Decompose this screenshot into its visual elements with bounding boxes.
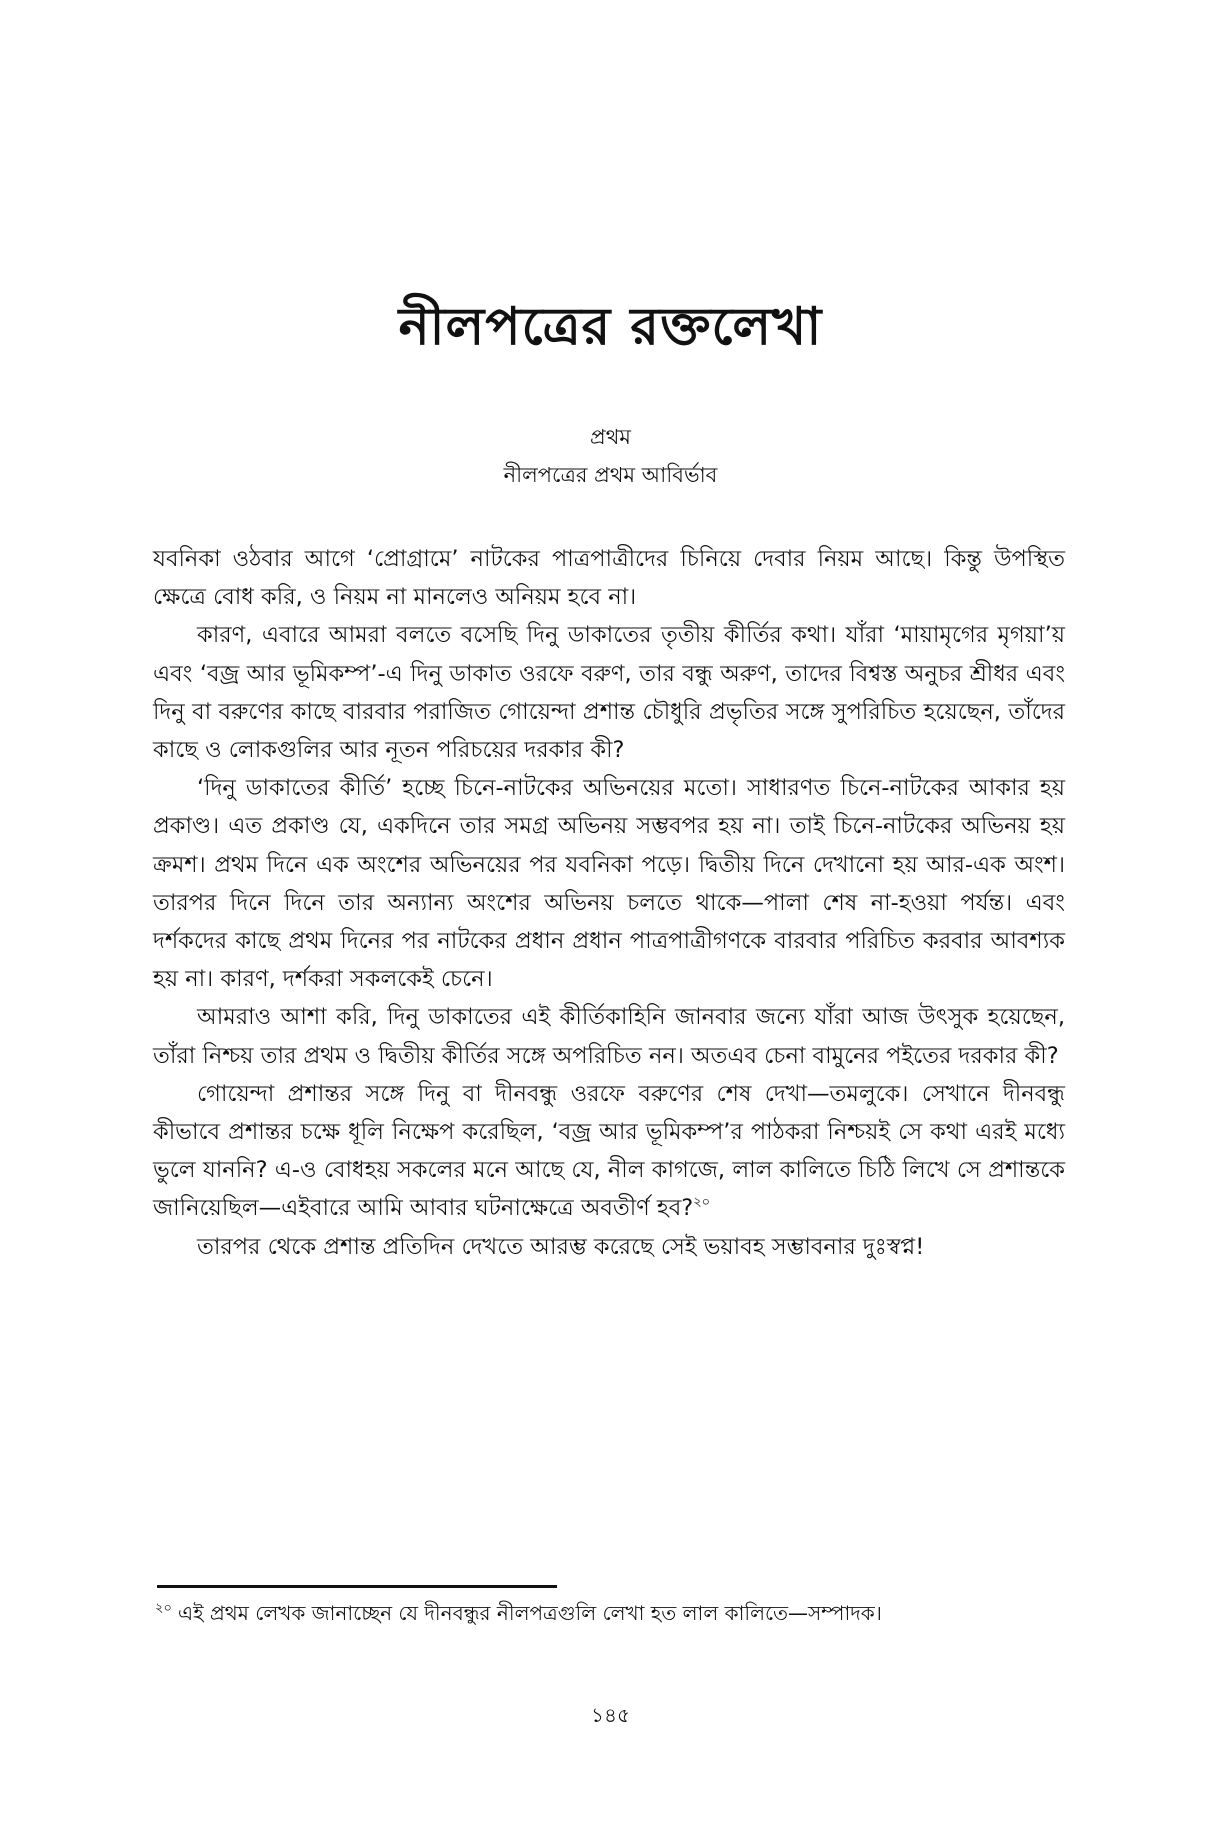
footnote-reference: ২০ <box>693 1195 711 1211</box>
chapter-number: প্রথম <box>590 425 631 449</box>
paragraph-4: আমরাও আশা করি, দিনু ডাকাতের এই কীর্তিকাহিনি জানবার জন্যে যাঁরা আজ উৎসুক হয়েছেন, তাঁরা নিশ্চয় তার প্রথম ও দ্বিতীয় কীর্তির সঙ্গে অপরিচিত নন। অতএব চেনা বামুনের পইতের দরকার কী? <box>153 1004 1065 1069</box>
paragraph-1: যবনিকা ওঠবার আগে ‘প্রোগ্রামে’ নাটকের পাত্রপাত্রীদের চিনিয়ে দেবার নিয়ম আছে। কিন্তু উপস্থিত ক্ষেত্রে বোধ করি, ও নিয়ম না মানলেও অনিয়ম হবে না। <box>153 546 1065 611</box>
paragraph-5 <box>153 1075 1065 1228</box>
footnote <box>155 1598 1065 1628</box>
page-number: ১৪৫ <box>591 1703 630 1727</box>
paragraph-3: ‘দিনু ডাকাতের কীর্তি’ হচ্ছে চিনে-নাটকের অভিনয়ের মতো। সাধারণত চিনে-নাটকের আকার হয় প্রকাণ্ড। এত প্রকাণ্ড যে, একদিনে তার সমগ্র অভিনয় সম্ভবপর হয় না। তাই চিনে-নাটকের অভিনয় হয় ক্রমশ। প্রথম দিনে এক অংশের অভিনয়ের পর যবনিকা পড়ে। দ্বিতীয় দিনে দেখানো হয় আর-এক অংশ। তারপর দিনে দিনে তার অন্যান্য অংশের অভিনয় চলতে থাকে—পালা শেষ না-হওয়া পর্যন্ত। এবং দর্শকদের কাছে প্রথম দিনের পর নাটকের প্রধান প্রধান পাত্রপাত্রীগণকে বারবার পরিচিত করবার আবশ্যক হয় না। কারণ, দর্শকরা সকলকেই চেনে। <box>153 775 1065 993</box>
paragraph-5-text: গোয়েন্দা প্রশান্তর সঙ্গে দিনু বা দীনবন্ধু ওরফে বরুণের শেষ দেখা—তমলুকে। সেখানে দীনবন্ধু কীভাবে প্রশান্তর চক্ষে ধূলি নিক্ষেপ করেছিল, ‘বজ্র আর ভূমিকম্প’র পাঠকরা নিশ্চয়ই সে কথা এরই মধ্যে ভুলে যাননি? এ-ও বোধহয় সকলের মনে আছে যে, নীল কাগজে, লাল কালিতে চিঠি লিখে সে প্রশান্তকে জানিয়েছিল—এইবারে আমি আবার ঘটনাক্ষেত্রে অবতীর্ণ হব? <box>153 1080 1065 1222</box>
paragraph-2: কারণ, এবারে আমরা বলতে বসেছি দিনু ডাকাতের তৃতীয় কীর্তির কথা। যাঁরা ‘মায়ামৃগের মৃগয়া’য় এবং ‘বজ্র আর ভূমিকম্প’-এ দিনু ডাকাত ওরফে বরুণ, তার বন্ধু অরুণ, তাদের বিশ্বস্ত অনুচর শ্রীধর এবং দিনু বা বরুণের কাছে বারবার পরাজিত গোয়েন্দা প্রশান্ত চৌধুরি প্রভৃতির সঙ্গে সুপরিচিত হয়েছেন, তাঁদের কাছে ও লোকগুলির আর নূতন পরিচয়ের দরকার কী? <box>153 622 1065 764</box>
footnote-divider <box>157 1585 557 1588</box>
footnote-text: এই প্রথম লেখক জানাচ্ছেন যে দীনবন্ধুর নীলপত্রগুলি লেখা হত লাল কালিতে—সম্পাদক। <box>177 1601 882 1625</box>
footnote-marker: ২০ <box>155 1601 172 1616</box>
body-text <box>153 540 1065 1266</box>
chapter-title: নীলপত্রের প্রথম আবির্ভাব <box>503 463 718 487</box>
paragraph-6: তারপর থেকে প্রশান্ত প্রতিদিন দেখতে আরম্ভ করেছে সেই ভয়াবহ সম্ভাবনার দুঃস্বপ্ন! <box>197 1233 925 1260</box>
story-title: নীলপত্রের রক্তলেখা <box>398 297 823 357</box>
